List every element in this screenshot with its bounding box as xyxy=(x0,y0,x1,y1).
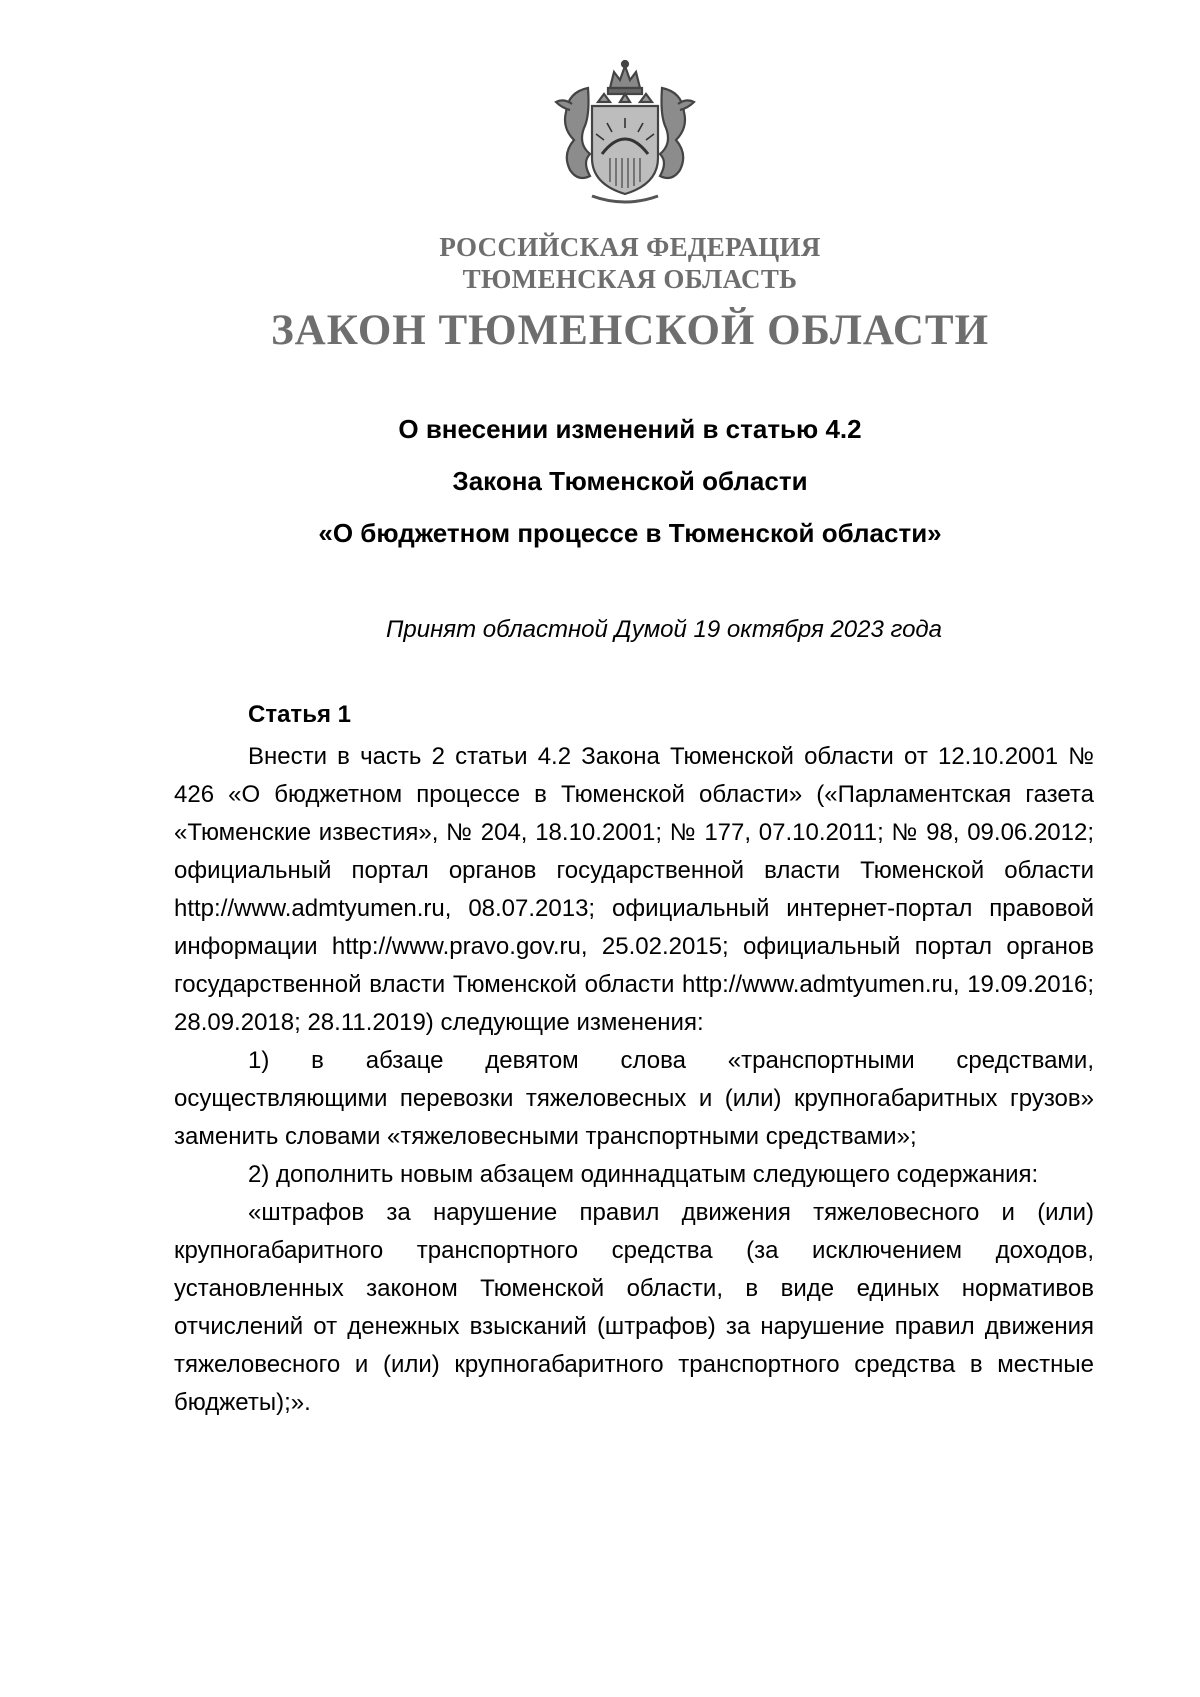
adoption-note: Принят областной Думой 19 октября 2023 года xyxy=(386,616,943,643)
header-region: ТЮМЕНСКАЯ ОБЛАСТЬ xyxy=(462,264,798,294)
header-country: РОССИЙСКАЯ ФЕДЕРАЦИЯ xyxy=(439,232,821,262)
article-body xyxy=(174,738,1094,1422)
coat-of-arms-icon xyxy=(532,58,718,210)
law-title-line-2: Закона Тюменской области xyxy=(452,466,808,496)
article-heading: Статья 1 xyxy=(248,701,351,728)
article-paragraph: 1) в абзаце девятом слова «транспортными средствами, осуществляющими перевозки тяжеловесных и (или) крупногабаритных грузов» заменить словами «тяжеловесными транспортными средствами»; xyxy=(174,1047,1094,1150)
article-paragraph: 2) дополнить новым абзацем одиннадцатым следующего содержания: xyxy=(248,1161,1039,1188)
law-title-line-3: «О бюджетном процессе в Тюменской области» xyxy=(318,518,942,548)
law-title-line-1: О внесении изменений в статью 4.2 xyxy=(398,414,862,444)
article-paragraph: Внести в часть 2 статьи 4.2 Закона Тюменской области от 12.10.2001 № 426 «О бюджетном процессе в Тюменской области» («Парламентская газета «Тюменские известия», № 204, 18.10.2001; № 177, 07.10.2011; № 98, 09.06.2012; официальный портал органов государственной власти Тюменской области http://www.admtyumen.ru, 08.07.2013; официальный интернет-портал правовой информации http://www.pravo.gov.ru, 25.02.2015; официальный портал органов государственной власти Тюменской области http://www.admtyumen.ru, 19.09.2016; 28.09.2018; 28.11.2019) следующие изменения: xyxy=(174,743,1094,1036)
document-type-title: ЗАКОН ТЮМЕНСКОЙ ОБЛАСТИ xyxy=(270,307,990,354)
article-paragraph: «штрафов за нарушение правил движения тяжеловесного и (или) крупногабаритного транспортного средства (за исключением доходов, установленных законом Тюменской области, в виде единых нормативов отчислений от денежных взысканий (штрафов) за нарушение правил движения тяжеловесного и (или) крупногабаритного транспортного средства в местные бюджеты);». xyxy=(174,1199,1094,1416)
